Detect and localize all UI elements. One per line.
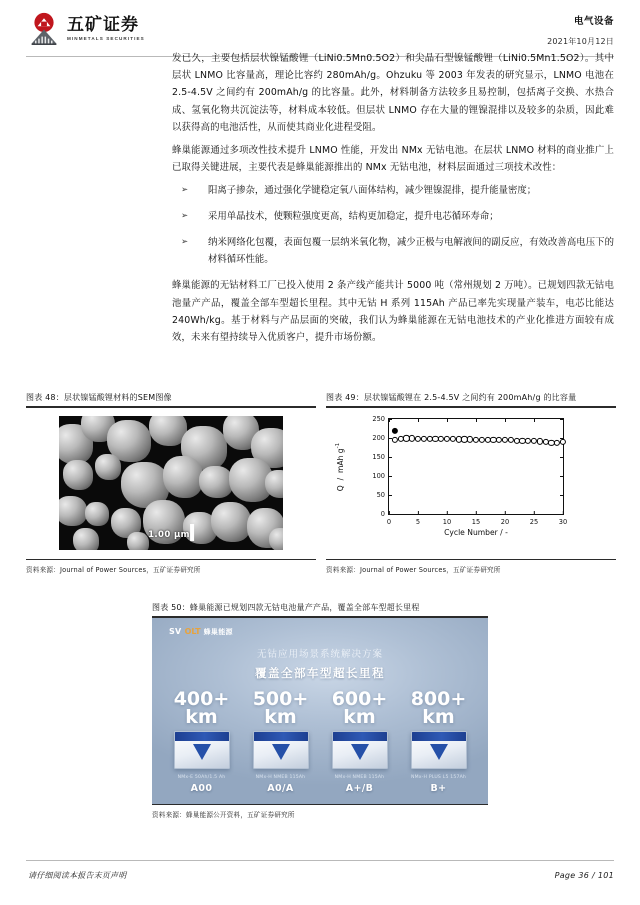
bullet-text: 纳米网络化包覆，表面包覆一层纳米氧化物，减少正极与电解液间的副反应，有效改善高电压下的材料循环性能。: [208, 237, 614, 266]
figure-50-body: [152, 618, 488, 804]
product-card: [323, 687, 397, 794]
battery-cell-icon: [411, 731, 467, 769]
product-range: [323, 687, 397, 728]
chart-y-tick: 200: [372, 434, 389, 442]
chart-y-tick-right: [560, 457, 563, 458]
product-card: [165, 687, 239, 794]
header-meta: [547, 13, 614, 47]
brand-lockup: [28, 12, 145, 46]
scale-bar-line: [190, 524, 194, 541]
svolt-logo-icon: [169, 627, 233, 637]
chart-x-tick: 15: [472, 514, 480, 526]
chart-data-point: [392, 428, 398, 434]
product-range-value: 600+: [331, 687, 388, 710]
figure-49: [326, 392, 616, 574]
battery-cell-icon: [332, 731, 388, 769]
chart-plot-area: [372, 414, 568, 526]
figure-50-source: 资料来源：蜂巢能源公开资料，五矿证券研究所: [152, 811, 295, 820]
product-spec: NMx-H NMEB 115Ah: [255, 774, 306, 780]
page-footer: [28, 870, 614, 881]
chart-x-tick-top: [534, 419, 535, 422]
battery-cell-icon: [174, 731, 230, 769]
product-spec: NMx-H PLUS L5 157Ah: [410, 774, 467, 780]
figure-48-caption: 图表 48：层状镍锰酸锂材料的SEM图像: [26, 393, 172, 402]
report-date: 2021年10月12日: [547, 37, 614, 46]
product-range-unit: km: [343, 705, 376, 728]
chart-y-axis-label: Q / mAh $g^{-1}$: [335, 442, 345, 491]
battery-cell-icon: [253, 731, 309, 769]
svolt-logo-part2: OLT: [184, 627, 201, 637]
bullet-text: 阳离子掺杂，通过强化学键稳定氧八面体结构，减少锂镍混排，提升能量密度；: [208, 185, 537, 197]
chart-x-tick-top: [505, 419, 506, 422]
product-range-unit: km: [185, 705, 218, 728]
banner-headline: [152, 646, 488, 681]
figure-49-caption: 图表 49：层状镍锰酸锂在 2.5-4.5V 之间约有 200mAh/g 的比容量: [326, 393, 577, 402]
cycle-capacity-chart: [326, 412, 622, 546]
chart-y-tick-right: [560, 495, 563, 496]
bullet-list: [172, 182, 614, 268]
product-range: [244, 687, 318, 728]
product-tier: B+: [430, 782, 447, 794]
product-range-value: 500+: [252, 687, 309, 710]
product-tier: A+/B: [345, 782, 374, 794]
chart-y-tick: 50: [377, 491, 389, 499]
chart-x-tick: 5: [416, 514, 420, 526]
bullet-item-1: [172, 182, 614, 199]
page-label: Page: [554, 871, 576, 880]
brand-text: [67, 14, 145, 42]
product-range: [402, 687, 476, 728]
sector-title: 电气设备: [573, 16, 614, 27]
svolt-logo-part1: SV: [169, 627, 182, 637]
chart-x-tick: 25: [530, 514, 538, 526]
footer-divider: [26, 860, 614, 861]
chart-y-tick: 250: [372, 415, 389, 423]
page-number: [555, 871, 614, 880]
chart-x-tick: 0: [387, 514, 391, 526]
figure-49-body: [326, 408, 616, 559]
chart-x-tick-top: [447, 419, 448, 422]
product-range-value: 400+: [173, 687, 230, 710]
paragraph-2: 蜂巢能源通过多项改性技术提升 LNMO 性能，开发出 NMx 无钴电池。在层状 LNMO 材料的商业推广上已取得关键进展，主要代表是蜂巢能源推出的 NMx 无钴电池，材料层面通过三项技术改性：: [172, 145, 614, 174]
chart-data-point: [560, 439, 566, 445]
figure-48-source: 资料来源：Journal of Power Sources，五矿证券研究所: [26, 566, 201, 575]
footer-disclaimer: 请仔细阅读本报告末页声明: [28, 871, 127, 880]
brand-name-en: MINMETALS SECURITIES: [67, 35, 145, 41]
page-value: 36 / 101: [578, 871, 614, 880]
product-card: [402, 687, 476, 794]
chart-x-tick-top: [389, 419, 390, 422]
arrow-bullet-icon: ➢: [181, 211, 189, 222]
figure-48-body: [26, 408, 316, 559]
product-card: [244, 687, 318, 794]
bullet-text: 采用单晶技术，使颗粒强度更高，结构更加稳定，提升电芯循环寿命；: [208, 211, 499, 223]
chart-x-axis-label: Cycle Number / -: [444, 527, 508, 537]
product-tier: A00: [190, 782, 213, 794]
chart-y-tick: 0: [381, 510, 389, 518]
product-spec: NMx-H NMEB 115Ah: [334, 774, 385, 780]
chart-y-tick: 150: [372, 453, 389, 461]
chart-x-tick: 20: [501, 514, 509, 526]
svolt-logo-cn: 蜂巢能源: [203, 627, 233, 636]
paragraph-3: 蜂巢能源的无钴材料工厂已投入使用 2 条产线产能共计 5000 吨（常州规划 2 万吨）。已规划四款无钴电池量产产品，覆盖全部车型超长里程。其中无钴 H 系列 115Ah 产品已率先实现量产装车，电芯比能达 240Wh/kg。基于材料与产品层面的突破，我们认为蜂巢能源在无钴电池技术的产业化推进方面较有成效，未来有望持续导入优质客户，提升市场份额。: [172, 280, 614, 344]
banner-headline-line1: 无钴应用场景系统解决方案: [256, 648, 383, 660]
chart-x-tick-top: [418, 419, 419, 422]
scale-bar: [148, 524, 194, 542]
product-range-unit: km: [264, 705, 297, 728]
figure-49-source: 资料来源：Journal of Power Sources，五矿证券研究所: [326, 566, 501, 575]
product-range: [165, 687, 239, 728]
sem-micrograph: [59, 416, 283, 550]
bullet-item-2: [172, 208, 614, 225]
arrow-bullet-icon: ➢: [181, 237, 189, 248]
brand-name-cn: 五矿证券: [67, 14, 139, 35]
figure-48: [26, 392, 316, 574]
product-range-unit: km: [422, 705, 455, 728]
chart-y-tick: 100: [372, 472, 389, 480]
bullet-item-3: [172, 234, 614, 268]
minmetals-logo-icon: [28, 12, 60, 46]
product-spec: NMx-E 50Ah/1.5 Ah: [177, 774, 226, 780]
figure-50-caption: 图表 50：蜂巢能源已规划四款无钴电池量产产品，覆盖全部车型超长里程: [152, 603, 420, 612]
product-range-value: 800+: [410, 687, 467, 710]
chart-x-tick: 10: [443, 514, 451, 526]
figure-50: [152, 602, 488, 819]
chart-x-tick-top: [563, 419, 564, 422]
product-tier: A0/A: [267, 782, 294, 794]
chart-x-tick-top: [476, 419, 477, 422]
product-card-list: [152, 687, 488, 794]
body-content: [172, 50, 614, 355]
chart-y-tick-right: [560, 476, 563, 477]
svolt-product-banner: [152, 618, 488, 804]
paragraph-1: 发已久，主要包括层状镍锰酸锂（LiNi0.5Mn0.5O2）和尖晶石型镍锰酸锂（LiNi0.5Mn1.5O2）。其中层状 LNMO 比容量高，理论比容约 280mAh/g。Ohzuku 等 2003 年发表的研究显示，LNMO 电池在 2.5-4.5V 之间约有 200mAh/g 的比容量。此外，材料制备方法较多且易控制，包括离子交换、水热合成、氢氧化物共沉淀法等，材料成本较低。但层状 LNMO 存在大量的锂镍混排以及较多的杂质，因此难以获得高的电池活性，从而使其商业化进程受阻。: [172, 53, 614, 133]
chart-x-tick: 30: [559, 514, 567, 526]
arrow-bullet-icon: ➢: [181, 185, 189, 196]
scale-bar-label: 1.00 µm: [148, 529, 190, 540]
banner-headline-line2: 覆盖全部车型超长里程: [255, 665, 385, 680]
